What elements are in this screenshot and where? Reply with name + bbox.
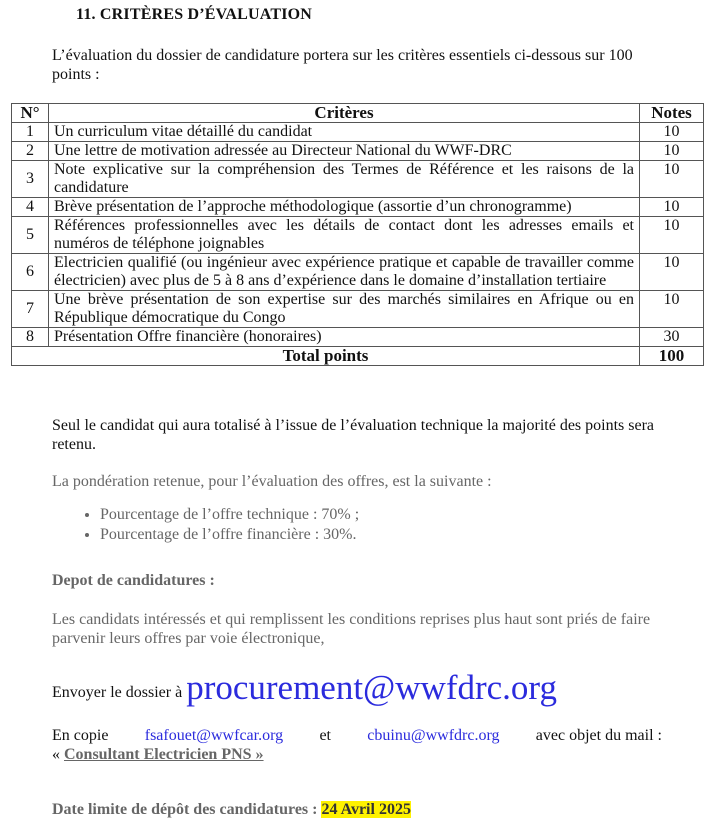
table-row — [12, 142, 704, 161]
copy-block — [52, 726, 662, 764]
copy-and: et — [319, 727, 331, 744]
row-note: 10 — [640, 142, 704, 161]
weighting-paragraph: La pondération retenue, pour l’évaluation des offres, est la suivante : — [52, 473, 492, 490]
header-number: N° — [12, 104, 49, 123]
total-label: Total points — [12, 347, 640, 366]
list-item: • Pourcentage de l’offre technique : 70% ; — [100, 505, 359, 525]
copy-prefix: En copie — [52, 727, 109, 744]
row-note: 10 — [640, 198, 704, 217]
row-number: 2 — [12, 142, 49, 161]
row-criterion: Brève présentation de l’approche méthodologique (assortie d’un chronogramme) — [49, 198, 640, 217]
table-row — [12, 291, 704, 328]
row-note: 10 — [640, 291, 704, 328]
intro-paragraph: L’évaluation du dossier de candidature portera sur les critères essentiels ci-dessous sur 100 points : — [52, 47, 633, 83]
table-row — [12, 161, 704, 198]
row-number: 4 — [12, 198, 49, 217]
table-row — [12, 123, 704, 142]
weights-list — [52, 505, 359, 545]
open-quote: « — [52, 746, 60, 763]
header-notes: Notes — [640, 104, 704, 123]
row-criterion: Note explicative sur la compréhension des Termes de Référence et les raisons de la candidature — [49, 161, 640, 198]
row-criterion: Electricien qualifié (ou ingénieur avec expérience pratique et capable de travailler comme électricien) avec plus de 5 à 8 ans d’expérience dans le domaine d’installation tertiaire — [49, 254, 640, 291]
total-row — [12, 347, 704, 366]
row-criterion: Présentation Offre financière (honoraires) — [49, 328, 640, 347]
section-heading: 11. CRITÈRES D’ÉVALUATION — [76, 6, 313, 23]
table-row — [12, 198, 704, 217]
deadline-label: Date limite de dépôt des candidatures : — [52, 801, 318, 818]
row-criterion: Références professionnelles avec les détails de contact dont les adresses emails et numéros de téléphone joignables — [49, 217, 640, 254]
row-criterion: Une lettre de motivation adressée au Directeur National du WWF-DRC — [49, 142, 640, 161]
send-line — [52, 668, 557, 708]
send-prefix: Envoyer le dossier à — [52, 684, 183, 701]
deposit-paragraph: Les candidats intéressés et qui remplissent les conditions reprises plus haut sont priés de faire parvenir leurs offres par voie électronique, — [52, 611, 651, 647]
row-note: 30 — [640, 328, 704, 347]
row-criterion: Un curriculum vitae détaillé du candidat — [49, 123, 640, 142]
row-note: 10 — [640, 161, 704, 198]
copy-email-2-link[interactable]: cbuinu@wwfdrc.org — [367, 727, 500, 744]
mail-subject: Consultant Electricien PNS » — [64, 746, 264, 763]
row-number: 7 — [12, 291, 49, 328]
table-header-row — [12, 104, 704, 123]
deadline-date: 24 Avril 2025 — [321, 801, 411, 818]
retained-paragraph: Seul le candidat qui aura totalisé à l’issue de l’évaluation technique la majorité des points sera retenu. — [52, 417, 655, 453]
row-note: 10 — [640, 217, 704, 254]
row-number: 3 — [12, 161, 49, 198]
table-row — [12, 328, 704, 347]
row-criterion: Une brève présentation de son expertise sur des marchés similaires en Afrique ou en République démocratique du Congo — [49, 291, 640, 328]
row-number: 8 — [12, 328, 49, 347]
row-number: 1 — [12, 123, 49, 142]
deposit-title: Depot de candidatures : — [52, 572, 215, 589]
criteria-table — [11, 103, 704, 366]
list-item: • Pourcentage de l’offre financière : 30%. — [100, 525, 359, 545]
deadline-line — [52, 801, 411, 819]
total-value: 100 — [640, 347, 704, 366]
row-number: 6 — [12, 254, 49, 291]
copy-email-1-link[interactable]: fsafouet@wwfcar.org — [144, 727, 284, 744]
row-note: 10 — [640, 123, 704, 142]
row-number: 5 — [12, 217, 49, 254]
header-criteria: Critères — [49, 104, 640, 123]
copy-suffix: avec objet du mail : — [535, 727, 662, 744]
table-row — [12, 254, 704, 291]
table-row — [12, 217, 704, 254]
row-note: 10 — [640, 254, 704, 291]
procurement-email-link[interactable]: procurement@wwfdrc.org — [186, 668, 557, 707]
